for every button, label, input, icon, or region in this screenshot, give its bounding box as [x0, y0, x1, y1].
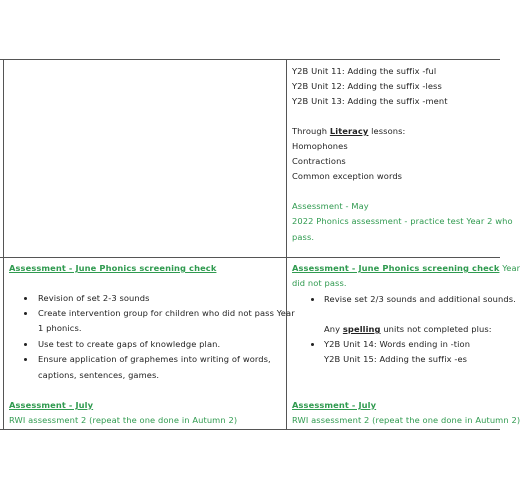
unit-line-2: Y2B Unit 12: Adding the suffix -less [292, 81, 442, 91]
spelling-suffix: units not completed plus: [380, 324, 492, 334]
assessment-may-title: Assessment - May [292, 201, 369, 211]
assessment-june-line-2: did not pass. [292, 278, 347, 288]
bullet-dot [24, 312, 27, 315]
bullet-dot [311, 298, 314, 301]
table-top-border [0, 59, 500, 60]
bullet-item-continuation: 1 phonics. [38, 323, 82, 333]
assessment-july-text: RWI assessment 2 (repeat the one done in Autumn 2) [9, 415, 238, 425]
bullet-item: Revise set 2/3 sounds and additional sounds. [324, 294, 516, 304]
assessment-july-text-right: RWI assessment 2 (repeat the one done in Autumn 2) [292, 415, 520, 425]
assessment-july-title-right: Assessment - July [292, 400, 377, 410]
table-middle-border [0, 257, 500, 258]
left-edge-border [3, 59, 4, 430]
assessment-june-title-tail: Year [499, 263, 520, 273]
unit-line-1: Y2B Unit 11: Adding the suffix -ful [292, 66, 437, 76]
bullet-dot [24, 297, 27, 300]
bullet-item-continuation: Y2B Unit 15: Adding the suffix -es [324, 354, 468, 364]
column-divider [286, 59, 287, 430]
literacy-suffix: lessons: [368, 126, 406, 136]
bullet-item-continuation: captions, sentences, games. [38, 370, 160, 380]
bullet-dot [311, 343, 314, 346]
assessment-may-line-1: 2022 Phonics assessment - practice test Year 2 who [292, 216, 513, 226]
spelling-prefix: Any [324, 324, 343, 334]
literacy-word: Literacy [329, 126, 369, 136]
bullet-item: Create intervention group for children who did not pass Year [38, 308, 295, 318]
bullet-item: Revision of set 2-3 sounds [38, 293, 150, 303]
table-bottom-border [0, 429, 500, 430]
bullet-item: Ensure application of graphemes into writing of words, [38, 354, 271, 364]
literacy-item: Contractions [292, 156, 346, 166]
literacy-heading [292, 126, 405, 137]
assessment-may-line-2: pass. [292, 232, 315, 242]
assessment-june-title-right [292, 263, 520, 274]
unit-line-3: Y2B Unit 13: Adding the suffix -ment [292, 96, 448, 106]
bullet-item: Y2B Unit 14: Words ending in -tion [324, 339, 471, 349]
assessment-june-title: Assessment - June Phonics screening check [9, 263, 217, 273]
literacy-item: Common exception words [292, 171, 403, 181]
bullet-item: Use test to create gaps of knowledge plan. [38, 339, 221, 349]
assessment-july-title: Assessment - July [9, 400, 94, 410]
spelling-line [324, 324, 492, 335]
spelling-word: spelling [342, 324, 381, 334]
literacy-prefix: Through [292, 126, 330, 136]
bullet-dot [24, 343, 27, 346]
literacy-item: Homophones [292, 141, 348, 151]
bullet-dot [24, 358, 27, 361]
assessment-june-title-text: Assessment - June Phonics screening check [292, 263, 500, 273]
